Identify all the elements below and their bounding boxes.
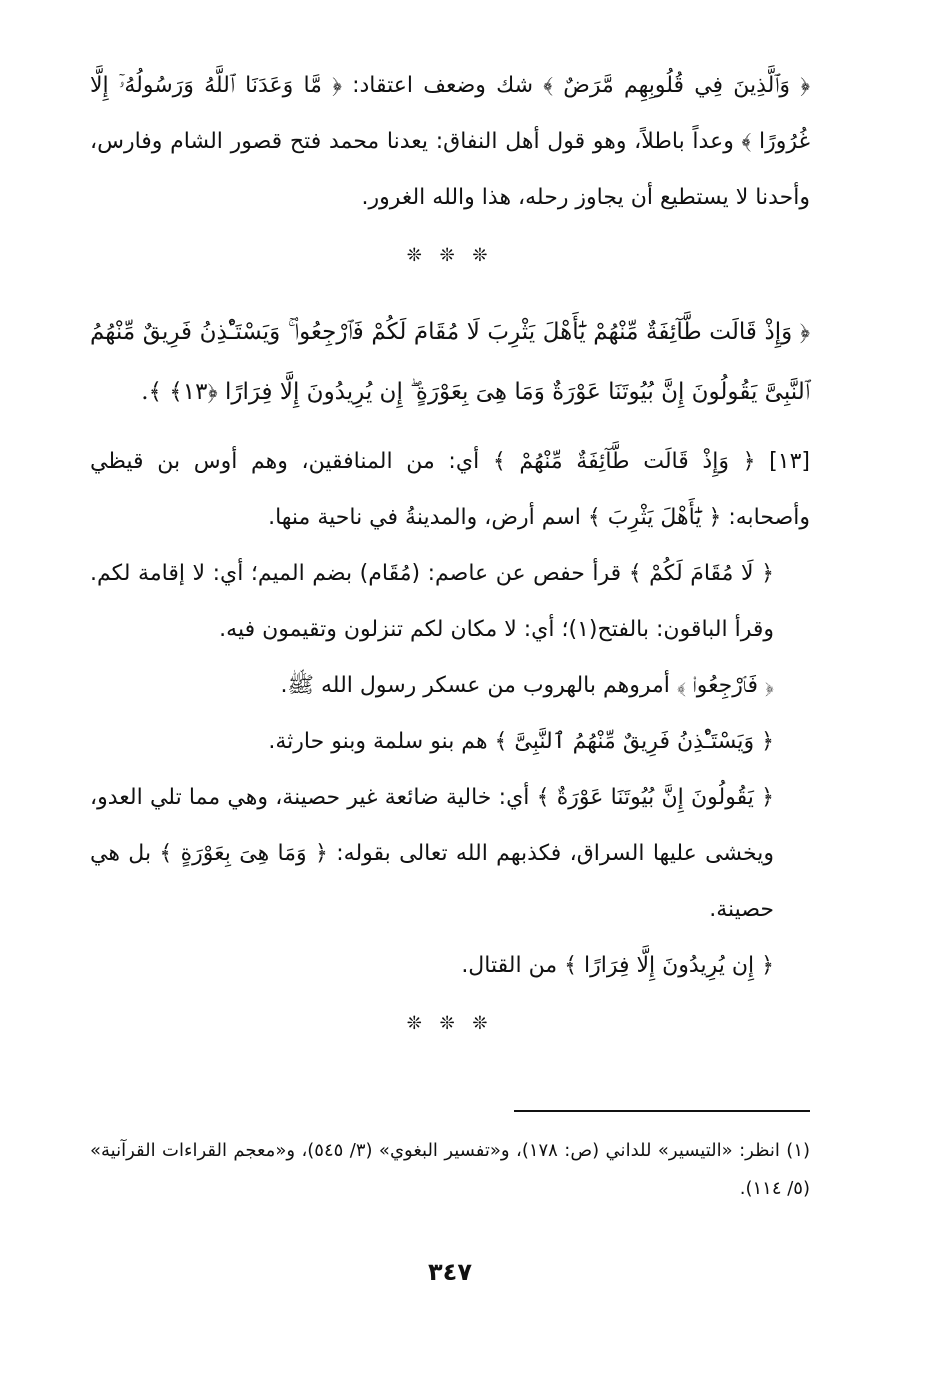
- paragraph-commentary-1: ﴿ وَٱلَّذِينَ فِي قُلُوبِهِم مَّرَضٌ ﴾ شك وضعف اعتقاد: ﴿ مَّا وَعَدَنَا ٱللَّهُ وَرَسُولُهُۥٓ إِلَّا غُرُورًا ﴾ وعداً باطلاً، وهو قول أهل النفاق: يعدنا محمد فتح قصور الشام وفارس، وأحدنا لا يستطيع أن يجاوز رحله، هذا والله الغرور.: [90, 73, 810, 210]
- page-number: ٣٤٧: [428, 1258, 472, 1286]
- footnote: (١) انظر: «التيسير» للداني (ص: ١٧٨)، و«تفسير البغوي» (٣/ ٥٤٥)، و«معجم القراءات القرآنية» (٥/ ١١٤).: [90, 1140, 811, 1199]
- paragraph-commentary-4: ﴿ فَٱرْجِعُوا۟ ﴾ أمروهم بالهروب من عسكر رسول الله ﷺ.: [280, 673, 774, 698]
- quran-verse-13: ﴿ وَإِذْ قَالَت طَّآئِفَةٌ مِّنْهُمْ يَٰٓأَهْلَ يَثْرِبَ لَا مُقَامَ لَكُمْ فَٱرْجِعُوا۟ ۚ وَيَسْتَـْٔذِنُ فَرِيقٌ مِّنْهُمُ ٱلنَّبِىَّ يَقُولُونَ إِنَّ بُيُوتَنَا عَوْرَةٌ وَمَا هِىَ بِعَوْرَةٍ ۖ إِن يُرِيدُونَ إِلَّا فِرَارًا ﴿١٣﴾ ﴾.: [90, 319, 810, 405]
- paragraph-commentary-7: ﴿ إِن يُرِيدُونَ إِلَّا فِرَارًا ﴾ من القتال.: [461, 953, 774, 978]
- paragraph-commentary-6: ﴿ يَقُولُونَ إِنَّ بُيُوتَنَا عَوْرَةٌ ﴾ أي: خالية ضائعة غير حصينة، وهي مما تلي العدو، ويخشى عليها السراق، فكذبهم الله تعالى بقوله: ﴿ وَمَا هِىَ بِعَوْرَةٍ ﴾ بل هي حصينة.: [90, 785, 774, 922]
- section-separator: ❊ ❊ ❊: [406, 245, 494, 266]
- paragraph-commentary-2: [١٣] ﴿ وَإِذْ قَالَت طَّآئِفَةٌ مِّنْهُمْ ﴾ أي: من المنافقين، وهم أوس بن قيظي وأصحابه: ﴿ يَٰٓأَهْلَ يَثْرِبَ ﴾ اسم أرض، والمدينةُ في ناحية منها.: [90, 449, 810, 530]
- section-separator-end: ❊ ❊ ❊: [406, 1013, 494, 1034]
- paragraph-commentary-5: ﴿ وَيَسْتَـْٔذِنُ فَرِيقٌ مِّنْهُمُ ٱلنَّبِىَّ ﴾ هم بنو سلمة وبنو حارثة.: [268, 729, 774, 754]
- footnote-divider: [514, 1110, 810, 1112]
- paragraph-commentary-3: ﴿ لَا مُقَامَ لَكُمْ ﴾ قرأ حفص عن عاصم: (مُقَام) بضم الميم؛ أي: لا إقامة لكم. وقرأ الباقون: بالفتح(١)؛ أي: لا مكان لكم تنزلون وتقيمون فيه.: [90, 561, 774, 642]
- book-page: [90, 58, 811, 1286]
